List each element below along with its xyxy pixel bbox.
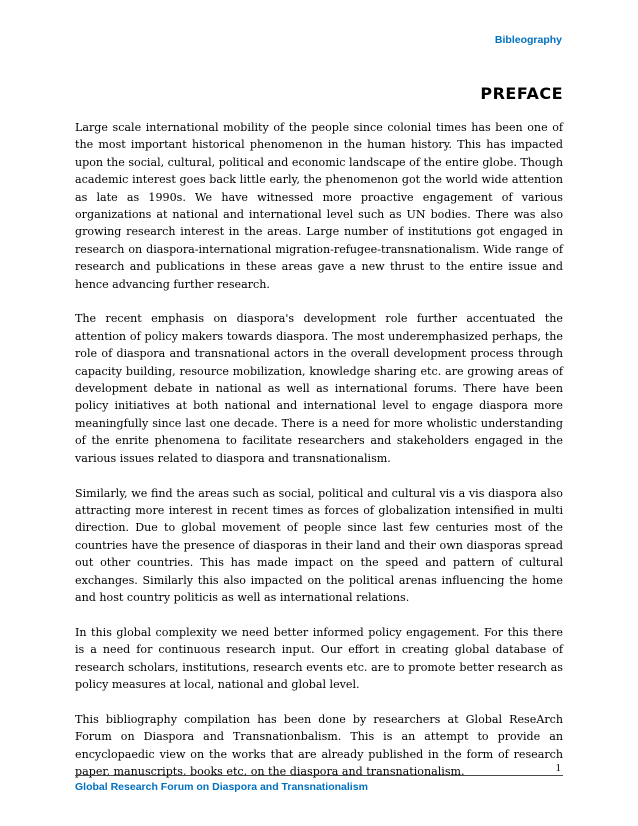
page-title: PREFACE bbox=[480, 84, 563, 103]
paragraph-1: Large scale international mobility of the people since colonial times has been one of the most important historical phenomenon in the human history. This has impacted upon the social, cultural, political and economic landscape of the entire globe. Though academic interest goes back little early, the phenomenon got the world wide attention as late as 1990s. We have witnessed more proactive engagement of various organizations at national and international level such as UN bodies. There was also growing research interest in the areas. Large number of institutions got engaged in research on diaspora-international migration-refugee-transnationalism. Wide range of research and publications in these areas gave a new thrust to the entire issue and hence advancing further research. bbox=[75, 121, 563, 291]
paragraph-5: This bibliography compilation has been done by researchers at Global ReseArch Forum on Diaspora and Transnationbalism. This is an attempt to provide an encyclopaedic view on the works that are already published in the form of research paper, manuscripts, books etc. on the diaspora and transnationalism. bbox=[75, 712, 563, 778]
paragraph-3: Similarly, we find the areas such as social, political and cultural vis a vis diaspora also attracting more interest in recent times as forces of globalization intensified in multi direction. Due to global movement of people since last few centuries most of the countries have the presence of diasporas in their land and their own diasporas spread out other countries. This has made impact on the speed and pattern of cultural exchanges. Similarly this also impacted on the political arenas influencing the home and host country politicis as well as international relations. bbox=[75, 486, 563, 604]
document-body bbox=[75, 119, 563, 798]
paragraph-4: In this global complexity we need better informed policy engagement. For this there is a need for continuous research input. Our effort in creating global database of research scholars, institutions, research events etc. are to promote better research as policy measures at local, national and global level. bbox=[75, 625, 563, 691]
paragraph-2: The recent emphasis on diaspora's development role further accentuated the attention of policy makers towards diaspora. The most underemphasized perhaps, the role of diaspora and transnational actors in the overall development process through capacity building, resource mobilization, knowledge sharing etc. are growing areas of development debate in national as well as international forums. There have been policy initiatives at both national and international level to engage diaspora more meaningfully since last one decade. There is a need for more wholistic understanding of the enrite phenomena to facilitate researchers and stakeholders engaged in the various issues related to diaspora and transnationalism. bbox=[75, 312, 563, 465]
running-header-title: Bibleography bbox=[494, 34, 562, 46]
page-number: 1 bbox=[555, 762, 561, 774]
footer-divider bbox=[75, 775, 563, 776]
running-footer-title: Global Research Forum on Diaspora and Transnationalism bbox=[75, 781, 368, 793]
